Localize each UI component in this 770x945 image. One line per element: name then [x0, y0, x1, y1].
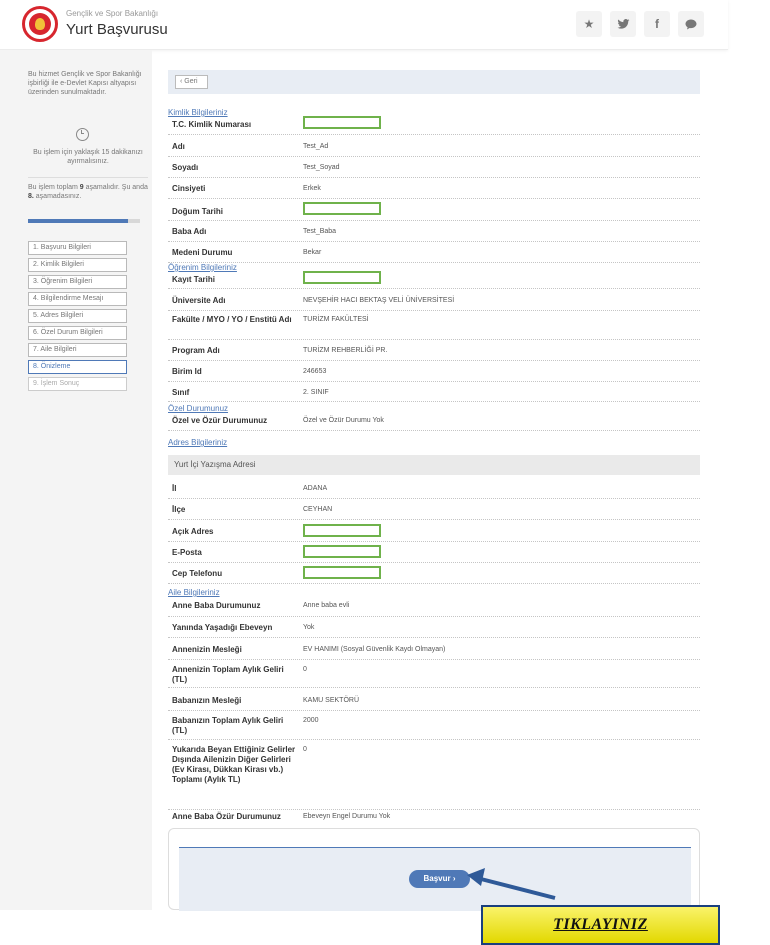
step-bilgilendirme[interactable]: 4. Bilgilendirme Mesajı [28, 292, 127, 306]
sidebar [0, 50, 152, 910]
step-ogrenim[interactable]: 3. Öğrenim Bilgileri [28, 275, 127, 289]
field-value: Anne baba evli [303, 602, 350, 609]
field-row [168, 242, 700, 263]
step-ozel-durum[interactable]: 6. Özel Durum Bilgileri [28, 326, 127, 340]
comment-icon[interactable] [678, 11, 704, 37]
preview-panel [168, 70, 700, 883]
field-value: Test_Baba [303, 228, 337, 235]
twitter-icon[interactable] [610, 11, 636, 37]
step-adres[interactable]: 5. Adres Bilgileri [28, 309, 127, 323]
field-row [168, 413, 700, 431]
field-row [168, 477, 700, 499]
field-row [168, 563, 700, 584]
field-label: Üniversite Adı [172, 296, 226, 305]
field-row [168, 361, 700, 382]
step-info: Bu işlem toplam 9 aşamalıdır. Şu anda 8. aşamadasınız. [28, 184, 148, 201]
field-value: Özel ve Özür Durumu Yok [303, 417, 384, 424]
field-row [168, 810, 700, 824]
field-row [168, 311, 700, 340]
field-value: NEVŞEHİR HACI BEKTAŞ VELİ ÜNİVERSİTESİ [303, 297, 455, 304]
field-value: TURİZM FAKÜLTESİ [303, 316, 369, 323]
field-row [168, 157, 700, 178]
step-kimlik[interactable]: 2. Kimlik Bilgileri [28, 258, 127, 272]
field-row [168, 638, 700, 660]
step-aile[interactable]: 7. Aile Bilgileri [28, 343, 127, 357]
section-link-aile[interactable]: Aile Bilgileriniz [168, 588, 220, 597]
field-value: 0 [303, 666, 307, 673]
field-value: Bekar [303, 249, 322, 256]
field-value: Test_Soyad [303, 164, 340, 171]
field-row [168, 221, 700, 242]
field-label: Cep Telefonu [172, 569, 223, 578]
field-value: 0 [303, 746, 307, 753]
field-label: Birim Id [172, 367, 202, 376]
redacted-value [303, 545, 381, 558]
field-row [168, 499, 700, 520]
field-row [168, 542, 700, 563]
field-value: Yok [303, 624, 315, 631]
clock-icon [76, 128, 89, 141]
field-label: Annenizin Mesleği [172, 645, 242, 654]
field-value: Test_Ad [303, 143, 329, 150]
redacted-value [303, 566, 381, 579]
field-label: Özel ve Özür Durumunuz [172, 416, 268, 425]
field-label: T.C. Kimlik Numarası [172, 120, 252, 129]
field-value: CEYHAN [303, 506, 333, 513]
step-progress-bar [28, 219, 140, 223]
field-label: Anne Baba Durumunuz [172, 601, 261, 610]
section-link-ozel-durum[interactable]: Özel Durumunuz [168, 404, 229, 413]
apply-panel [179, 847, 691, 911]
field-label: Medeni Durumu [172, 248, 233, 257]
click-here-banner [481, 905, 720, 945]
field-value: KAMU SEKTÖRÜ [303, 697, 360, 704]
apply-button[interactable]: Başvur › [409, 870, 470, 888]
redacted-value [303, 202, 381, 215]
field-label: Açık Adres [172, 527, 214, 536]
toolbar [168, 70, 700, 94]
field-row [168, 135, 700, 157]
redacted-value [303, 524, 381, 537]
field-label: Doğum Tarihi [172, 207, 223, 216]
field-row [168, 117, 700, 135]
ministry-logo [22, 6, 58, 42]
field-label: Fakülte / MYO / YO / Enstitü Adı [172, 315, 292, 324]
field-label: Kayıt Tarihi [172, 275, 215, 284]
field-label: Anne Baba Özür Durumunuz [172, 812, 281, 821]
field-value: ADANA [303, 485, 328, 492]
field-row [168, 617, 700, 638]
field-label: Yukarıda Beyan Ettiğiniz Gelirler Dışında Ailenizin Diğer Gelirleri (Ev Kirası, Dükkan Kirası vb.) Toplamı (Aylık TL) [172, 745, 296, 784]
field-label: E-Posta [172, 548, 202, 557]
page-header [0, 0, 728, 50]
step-list [28, 241, 127, 394]
field-label: Soyadı [172, 163, 199, 172]
field-value: 246653 [303, 368, 327, 375]
field-row [168, 382, 700, 402]
field-row [168, 597, 700, 617]
apply-section [168, 828, 700, 910]
field-row [168, 711, 700, 740]
field-row [168, 520, 700, 542]
field-label: Cinsiyeti [172, 184, 206, 193]
field-value: Ebeveyn Engel Durumu Yok [303, 813, 391, 820]
field-label: Baba Adı [172, 227, 207, 236]
field-value: TURİZM REHBERLİĞİ PR. [303, 347, 388, 354]
field-row [168, 660, 700, 688]
field-label: Babanızın Mesleği [172, 696, 242, 705]
field-label: Sınıf [172, 388, 190, 397]
field-value: 2. SINIF [303, 389, 329, 396]
back-button[interactable]: ‹ Geri [175, 75, 208, 89]
field-label: Annenizin Toplam Aylık Geliri (TL) [172, 665, 284, 684]
star-icon[interactable]: ★ [576, 11, 602, 37]
field-label: Yanında Yaşadığı Ebeveyn [172, 623, 273, 632]
field-row [168, 688, 700, 711]
field-value: 2000 [303, 717, 319, 724]
field-row [168, 178, 700, 199]
field-label: Adı [172, 142, 185, 151]
redacted-value [303, 271, 381, 284]
step-islem-sonuc: 9. İşlem Sonuç [28, 377, 127, 391]
redacted-value [303, 116, 381, 129]
field-row [168, 289, 700, 311]
field-value: Erkek [303, 185, 321, 192]
field-label: Babanızın Toplam Aylık Geliri (TL) [172, 716, 284, 735]
field-row [168, 272, 700, 289]
field-label: Program Adı [172, 346, 220, 355]
field-row [168, 199, 700, 221]
section-link-kimlik[interactable]: Kimlik Bilgileriniz [168, 108, 228, 117]
field-label: İlçe [172, 505, 186, 514]
field-row [168, 740, 700, 810]
section-link-ogrenim[interactable]: Öğrenim Bilgileriniz [168, 263, 237, 272]
service-intro: Bu hizmet Gençlik ve Spor Bakanlığı işbirliği ile e-Devlet Kapısı altyapısı üzerinden sunulmaktadır. [28, 71, 142, 97]
field-value: EV HANIMI (Sosyal Güvenlik Kaydı Olmayan) [303, 646, 446, 653]
address-subheader: Yurt İçi Yazışma Adresi [168, 455, 700, 475]
step-basvuru[interactable]: 1. Başvuru Bilgileri [28, 241, 127, 255]
pointer-arrow-icon [455, 858, 575, 908]
section-link-adres[interactable]: Adres Bilgileriniz [168, 438, 228, 447]
page-title: Yurt Başvurusu [66, 21, 168, 38]
facebook-icon[interactable]: f [644, 11, 670, 37]
time-estimate: Bu işlem için yaklaşık 15 dakikanızı ayırmalısınız. [33, 149, 143, 166]
field-row [168, 340, 700, 361]
click-here-label: TIKLAYINIZ [553, 916, 648, 933]
step-onizleme[interactable]: 8. Önizleme [28, 360, 127, 374]
field-label: İl [172, 484, 177, 493]
ministry-name: Gençlik ve Spor Bakanlığı [66, 9, 159, 18]
divider [28, 177, 148, 178]
